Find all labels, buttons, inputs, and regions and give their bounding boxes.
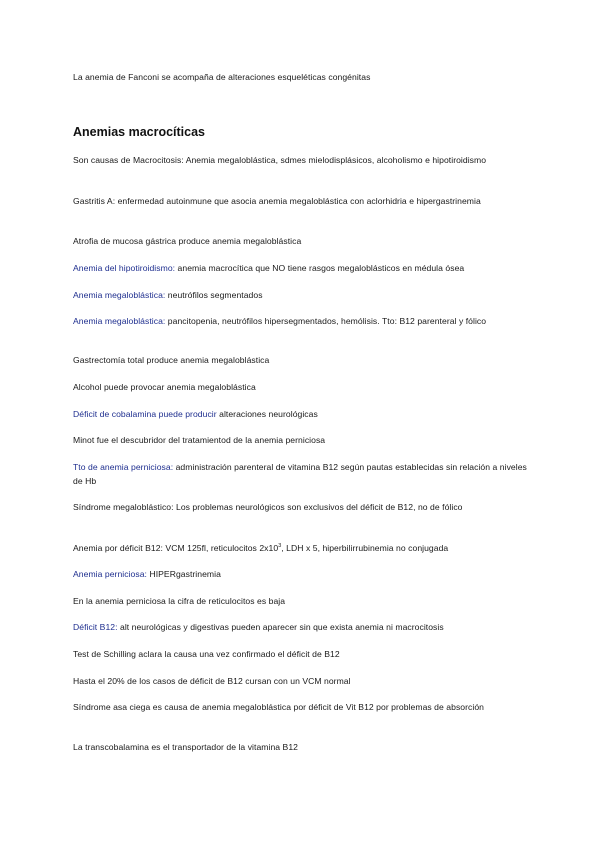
list-item: Anemia megaloblástica: neutrófilos segmentados bbox=[73, 290, 263, 300]
list-item: Anemia del hipotiroidismo: anemia macrocítica que NO tiene rasgos megaloblásticos en médula ósea bbox=[73, 263, 465, 273]
term-link[interactable]: Anemia megaloblástica: bbox=[73, 316, 166, 326]
intro-text: La anemia de Fanconi se acompaña de alteraciones esqueléticas congénitas bbox=[73, 72, 371, 82]
term-link[interactable]: Anemia del hipotiroidismo: bbox=[73, 263, 176, 273]
term-link[interactable]: Déficit B12: bbox=[73, 622, 118, 632]
list-item: En la anemia perniciosa la cifra de reticulocitos es baja bbox=[73, 596, 286, 606]
term-link[interactable]: Anemia perniciosa: bbox=[73, 569, 147, 579]
list-item: Déficit de cobalamina puede producir alteraciones neurológicas bbox=[73, 409, 318, 419]
list-item: Anemia perniciosa: HIPERgastrinemia bbox=[73, 569, 221, 579]
list-item: Gastritis A: enfermedad autoinmune que asocia anemia megaloblástica con aclorhidria e hipergastrinemia bbox=[73, 196, 481, 206]
list-item: Son causas de Macrocitosis: Anemia megaloblástica, sdmes mielodisplásicos, alcoholismo e hipotiroidismo bbox=[73, 155, 487, 165]
list-item: Hasta el 20% de los casos de déficit de B12 cursan con un VCM normal bbox=[73, 676, 351, 686]
list-item: La transcobalamina es el transportador de la vitamina B12 bbox=[73, 742, 298, 752]
term-link[interactable]: Tto de anemia perniciosa: bbox=[73, 462, 174, 472]
list-item: Test de Schilling aclara la causa una vez confirmado el déficit de B12 bbox=[73, 649, 340, 659]
list-item: Síndrome megaloblástico: Los problemas neurológicos son exclusivos del déficit de B12, no de fólico bbox=[73, 502, 463, 512]
list-item: Anemia megaloblástica: pancitopenia, neutrófilos hipersegmentados, hemólisis. Tto: B12 parenteral y fólico bbox=[73, 316, 487, 326]
section-heading: Anemias macrocíticas bbox=[73, 125, 206, 139]
list-item: Minot fue el descubridor del tratamientod de la anemia perniciosa bbox=[73, 435, 326, 445]
list-item: Gastrectomía total produce anemia megaloblástica bbox=[73, 355, 270, 365]
list-item: Déficit B12: alt neurológicas y digestivas pueden aparecer sin que exista anemia ni macrocitosis bbox=[73, 622, 444, 632]
list-item: Síndrome asa ciega es causa de anemia megaloblástica por déficit de Vit B12 por problemas de absorción bbox=[73, 702, 484, 712]
term-link[interactable]: Déficit de cobalamina puede producir bbox=[73, 409, 217, 419]
list-item: Atrofia de mucosa gástrica produce anemia megaloblástica bbox=[73, 236, 302, 246]
list-item: Tto de anemia perniciosa: administración parenteral de vitamina B12 según pautas establecidas sin relación a niveles de Hb bbox=[73, 462, 527, 486]
list-item: Alcohol puede provocar anemia megaloblástica bbox=[73, 382, 256, 392]
list-item: Anemia por déficit B12: VCM 125fl, reticulocitos $2x10^3$, LDH x 5, hiperbilirrubinemia no conjugada bbox=[73, 543, 449, 553]
term-link[interactable]: Anemia megaloblástica: bbox=[73, 290, 166, 300]
